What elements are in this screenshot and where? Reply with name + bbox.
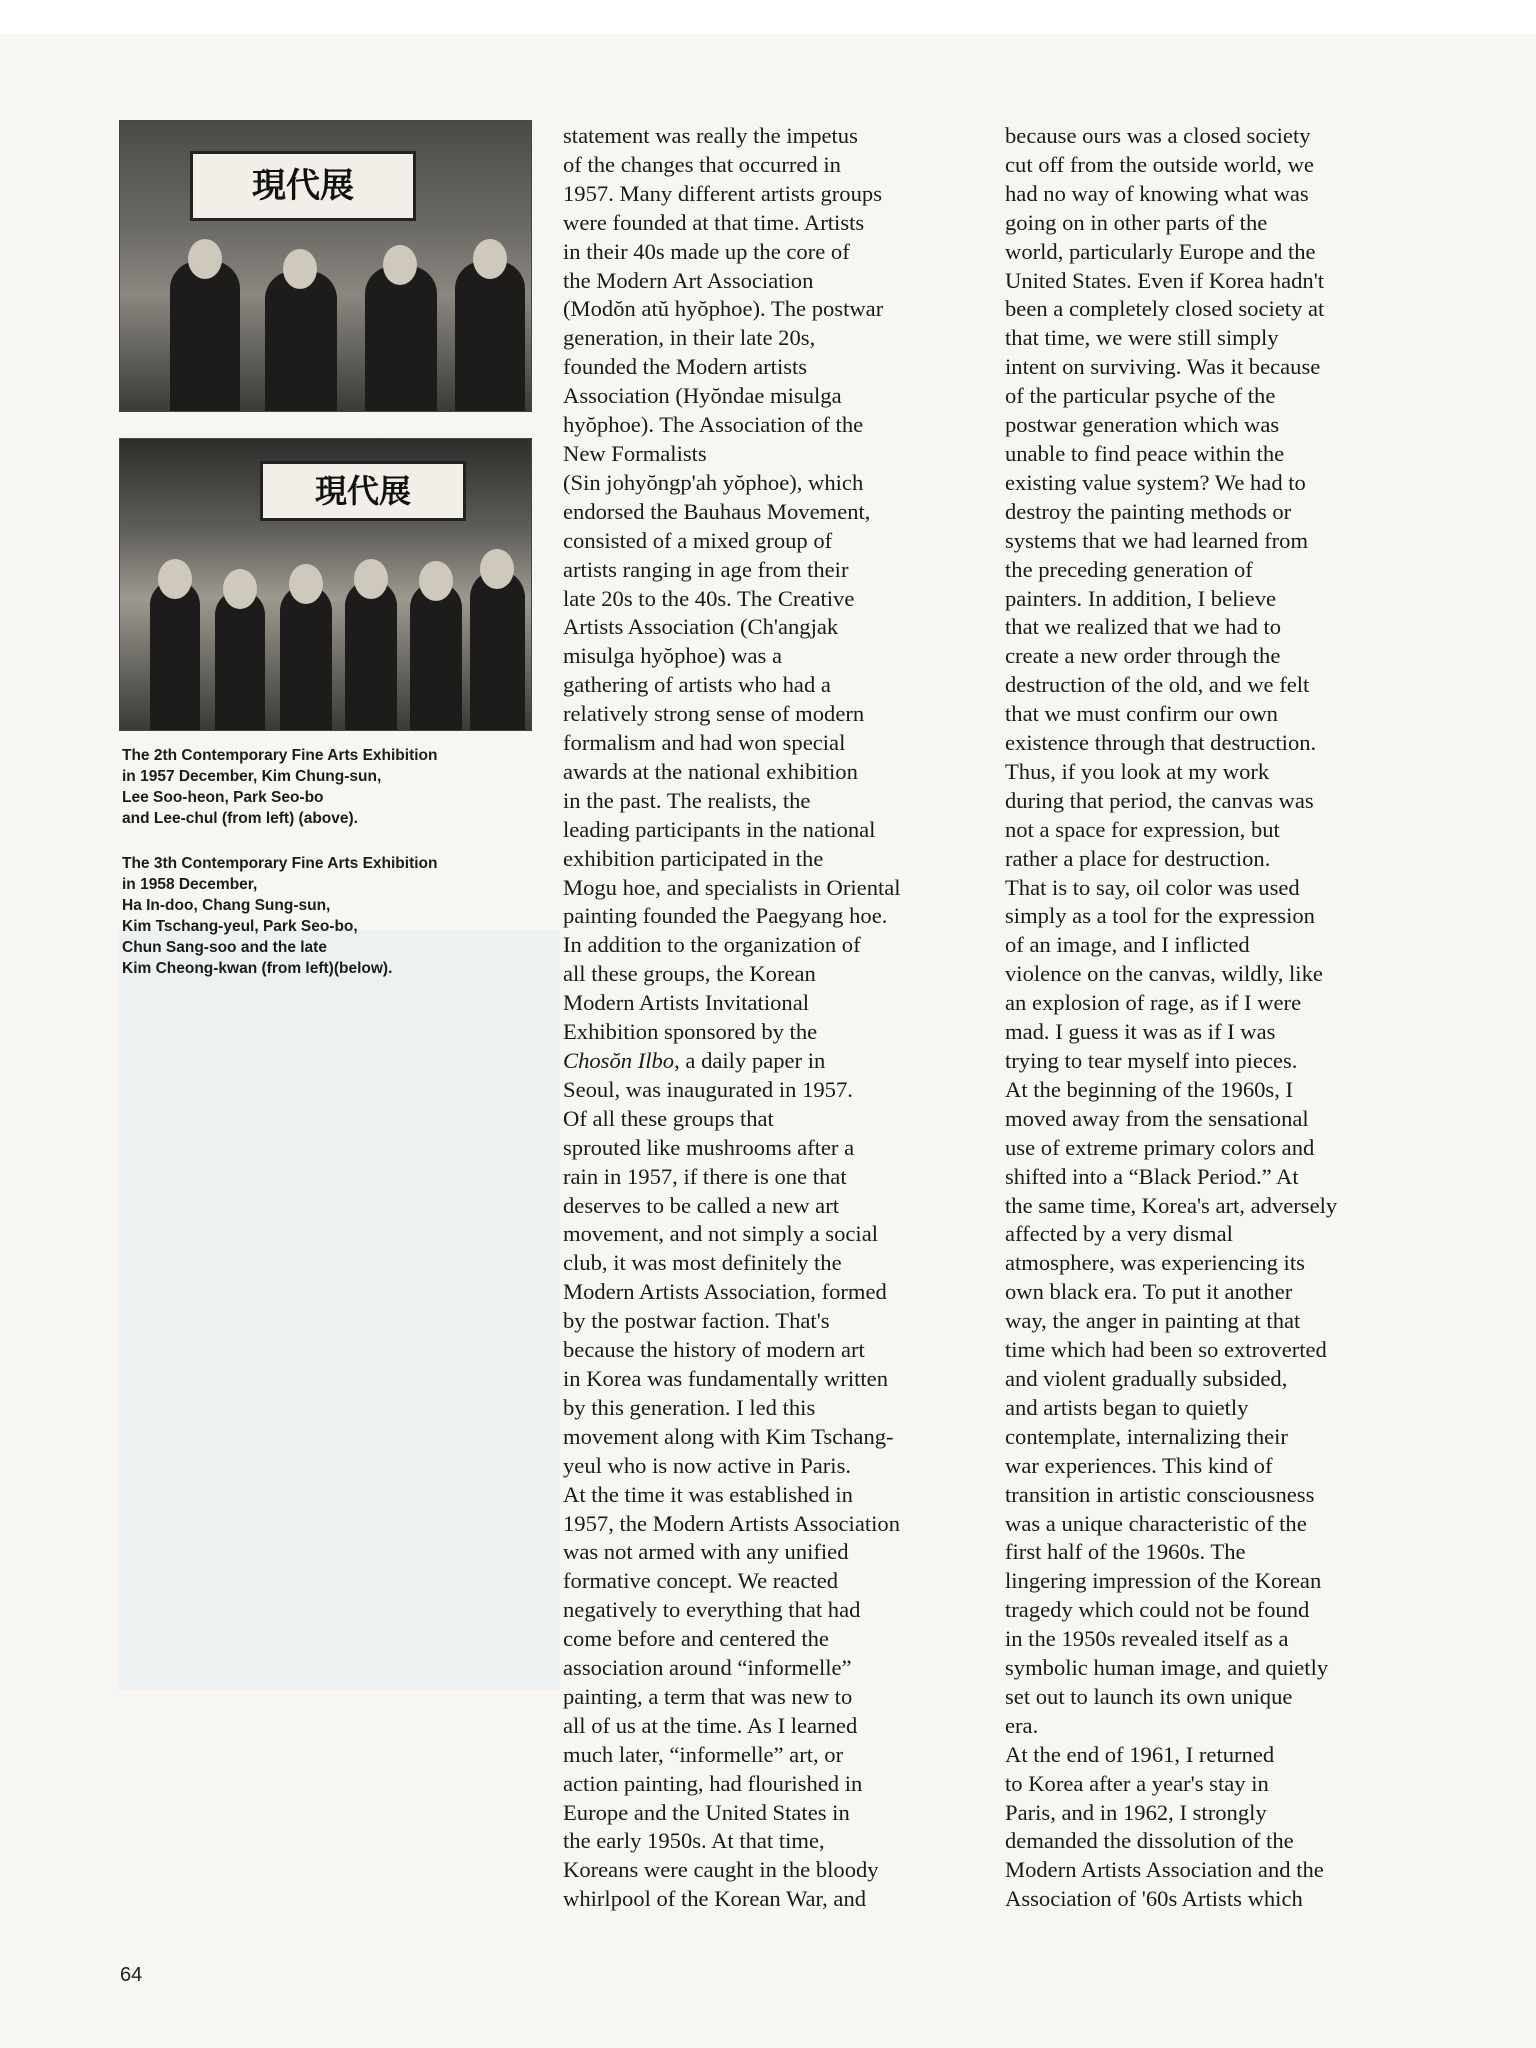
exhibition-photo-1957 — [119, 120, 532, 412]
paragraph-text: statement was really the impetus of the changes that occurred in 1957. Many different artists groups were founded at that time. Artists in their 40s made up the core of the Modern Art Association (Modŏn atŭ hyŏphoe). The postwar generation, in their late 20s, founded the Modern artists Association (Hyŏndae misulga hyŏphoe). The Association of the New Formalists (Sin johyŏngp'ah yŏphoe), which endorsed the Bauhaus Movement, consisted of a mixed group of artists ranging in age from their late 20s to the 40s. The Creative Artists Association (Ch'angjak misulga hyŏphoe) was a gathering of artists who had a relatively strong sense of modern formalism and had won special awards at the national exhibition in the past. The realists, the leading participants in the national exhibition participated in the Mogu hoe, and specialists in Oriental painting founded the Paegyang hoe. In addition to the organization of all these groups, the Korean Modern Artists Invitational Exhibition sponsored by the — [563, 123, 901, 1045]
figure — [455, 261, 525, 411]
figure — [265, 271, 337, 411]
paragraph: Thus, if you look at my work during that period, the canvas was not a space for expression, but rather a place for destruction. That is to say, oil color was used simply as a tool for the expression of an image, and I inflicted violence on the canvas, wildly, like an explosion of rage, as if I were mad. I guess it was as if I was trying to tear myself into pieces. — [1005, 758, 1323, 1073]
figure — [150, 580, 200, 730]
exhibition-sign: 現代展 — [190, 151, 416, 221]
figure — [470, 570, 525, 730]
exhibition-sign: 現代展 — [260, 461, 466, 521]
figure-head — [473, 239, 507, 279]
figure-head — [480, 549, 514, 589]
paragraph — [563, 122, 983, 1105]
photo-caption-above: The 2th Contemporary Fine Arts Exhibition in 1957 December, Kim Chung-sun, Lee Soo-heon, Park Seo-bo and Lee-chul (from left) (above). — [122, 747, 438, 827]
paragraph: At the end of 1961, I returned to Korea after a year's stay in Paris, and in 1962, I strongly demanded the dissolution of the Modern Artists Association and the Association of '60s Artists which — [1005, 1741, 1324, 1912]
paragraph: At the beginning of the 1960s, I moved away from the sensational use of extreme primary colors and shifted into a “Black Period.” At the same time, Korea's art, adversely affected by a very dismal atmosphere, was experiencing its own black era. To put it another way, the anger in painting at that time which had been so extroverted and violent gradually subsided, and artists began to quietly contemplate, internalizing their war experiences. This kind of transition in artistic consciousness was a unique characteristic of the first half of the 1960s. The lingering impression of the Korean tragedy which could not be found in the 1950s revealed itself as a symbolic human image, and quietly set out to launch its own unique era. — [1005, 1076, 1338, 1738]
paragraph: because ours was a closed society cut off from the outside world, we had no way of knowing what was going on in other parts of the world, particularly Europe and the United States. Even if Korea hadn't been a completely closed society at that time, we were still simply intent on surviving. Was it because of the particular psyche of the postwar generation which was unable to find peace within the existing value system? We had to destroy the painting methods or systems that we had learned from the preceding generation of painters. In addition, I believe that we realized that we had to create a new order through the destruction of the old, and we felt that we must confirm our own existence through that destruction. — [1005, 123, 1325, 756]
newspaper-name: Chosŏn Ilbo — [563, 1048, 675, 1073]
figure — [215, 590, 265, 730]
figure — [410, 582, 462, 730]
figure — [365, 266, 437, 411]
figure — [345, 580, 397, 730]
figure-head — [158, 559, 192, 599]
figure — [280, 585, 332, 730]
figure-head — [419, 561, 453, 601]
paragraph-text: , a daily paper in Seoul, was inaugurated in 1957. — [563, 1048, 853, 1102]
bleed-through-area — [118, 930, 560, 1690]
top-margin — [0, 0, 1536, 34]
figure-head — [188, 239, 222, 279]
paragraph: Of all these groups that sprouted like mushrooms after a rain in 1957, if there is one that deserves to be called a new art movement, and not simply a social club, it was most definitely the Modern Artists Association, formed by the postwar faction. That's because the history of modern art in Korea was fundamentally written by this generation. I led this movement along with Kim Tschang- yeul who is now active in Paris. At the time it was established in 1957, the Modern Artists Association was not armed with any unified formative concept. We reacted negatively to everything that had come before and centered the association around “informelle” painting, a term that was new to all of us at the time. As I learned much later, “informelle” art, or action painting, had flourished in Europe and the United States in the early 1950s. At that time, Koreans were caught in the bloody whirlpool of the Korean War, and — [563, 1105, 901, 1912]
figure-head — [223, 569, 257, 609]
figure — [170, 261, 240, 411]
article-column-2 — [1005, 122, 1425, 1914]
article-column-1 — [563, 122, 983, 1914]
page-number: 64 — [120, 1964, 143, 1986]
figure-head — [283, 249, 317, 289]
exhibition-photo-1958 — [119, 438, 532, 731]
figure-head — [354, 559, 388, 599]
figure-head — [383, 245, 417, 285]
figure-head — [289, 564, 323, 604]
photo-caption-below: The 3th Contemporary Fine Arts Exhibition in 1958 December, Ha In-doo, Chang Sung-sun, Kim Tschang-yeul, Park Seo-bo, Chun Sang-soo and the late Kim Cheong-kwan (from left)(below). — [122, 855, 438, 977]
